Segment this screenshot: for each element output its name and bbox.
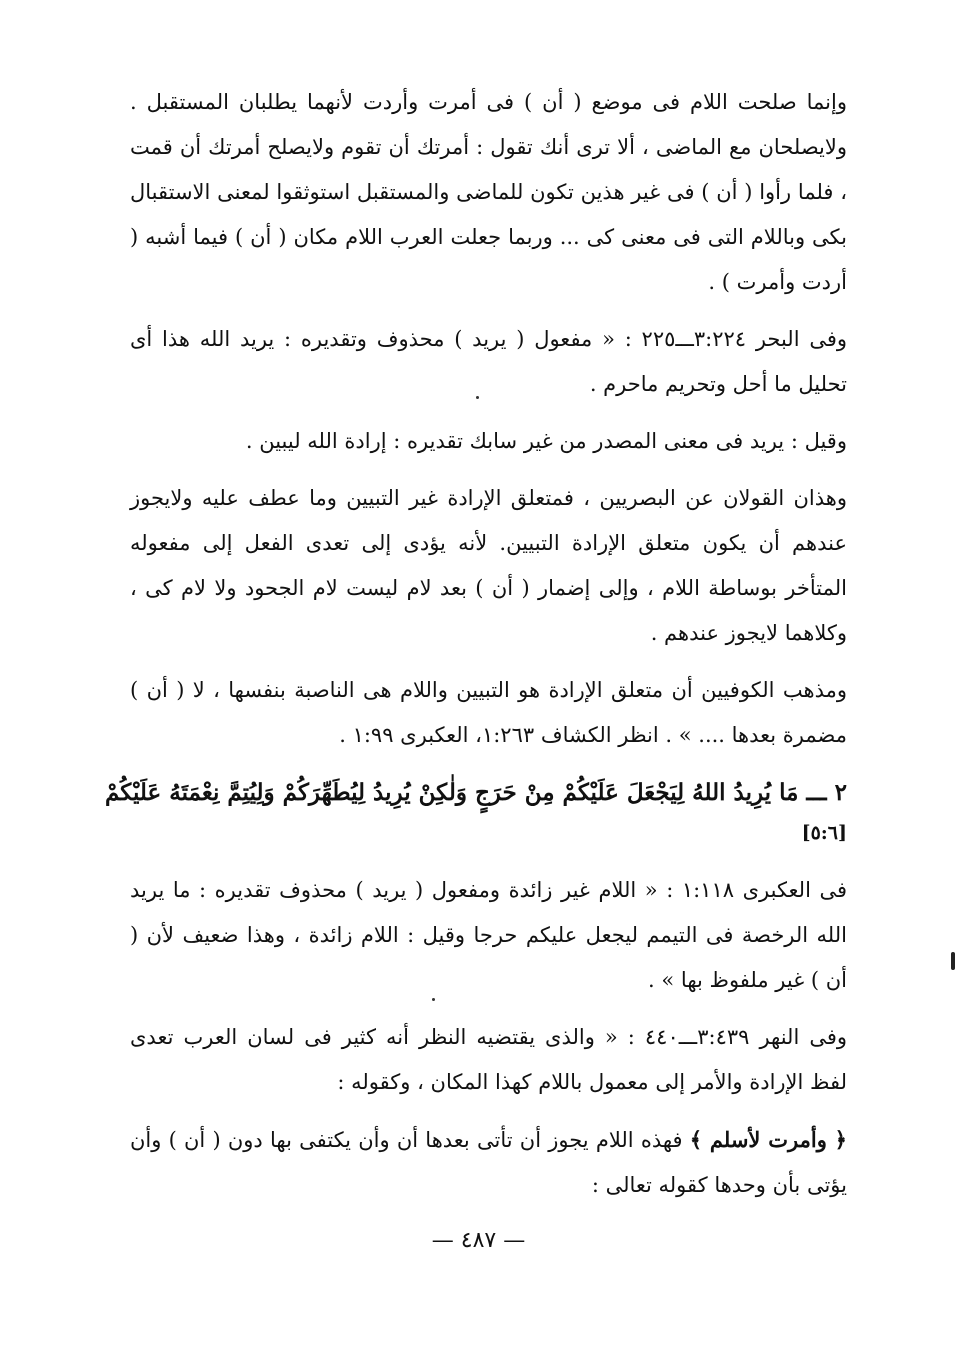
paragraph-2: وفى البحر ٣:٢٢٤ـــ٢٢٥ : « مفعول ( يريد ) محذوف وتقديره : يريد الله هذا أى تحليل ما أحل وتحريم ماحرم . — [130, 327, 847, 396]
paragraph-1: وإنما صلحت اللام فى موضع ( أن ) فى أمرت وأردت لأنهما يطلبان المستقبل . ولايصلحان مع الماضى ، ألا ترى أنك تقول : أمرتك أن تقوم ولايصلح أمرتك أن قمت ، فلما رأوا ( أن ) فى غير هذين تكون للماضى والمستقبل استوثقوا لمعنى الاستقبال بكى وباللام التى فى معنى كى ... وربما جعلت العرب اللام مكان ( أن ) فيما أشبه ( أردت وأمرت ) . — [130, 90, 847, 294]
ink-speck — [476, 396, 479, 399]
paragraph-7: وفى النهر ٣:٤٣٩ـــ٤٤٠ : « والذى يقتضيه النظر أنه كثير فى لسان العرب تعدى لفظ الإرادة والأمر إلى معمول باللام كهذا المكان ، وكقوله : — [130, 1025, 847, 1094]
paragraph-8-text: فهذه اللام يجوز أن تأتى بعدها أن وأن يكتفى بها دون ( أن ) وأن يؤتى بأن وحدها كقوله تعالى : — [130, 1128, 847, 1197]
paragraph-4: وهذان القولان عن البصريين ، فمتعلق الإرادة غير التبيين وما عطف عليه ولايجوز عندهم أن يكون متعلق الإرادة التبيين. لأنه يؤدى إلى تعدى الفعل إلى مفعوله المتأخر بوساطة اللام ، وإلى إضمار ( أن ) بعد لام ليست لام الجحود ولا لام كى ، وكلاهما لايجوز عندهم . — [130, 486, 847, 645]
verse-reference: [٥:٦] — [801, 822, 847, 844]
page-body — [104, 80, 848, 1220]
ink-speck — [432, 998, 435, 1001]
page-number: — ٤٨٧ — — [431, 1228, 526, 1253]
quote-phrase: ﴿ وأمرت لأسلم ﴾ — [689, 1127, 847, 1152]
paragraph-3: وقيل : يريد فى معنى المصدر من غير سابك تقديره : إرادة الله ليبين . — [245, 429, 847, 453]
quran-verse: ٢ ـــ مَا يُرِيدُ اللهُ لِيَجْعَلَ عَلَيْكُمْ مِنْ حَرَجٍ وَلٰكِنْ يُرِيدُ لِيُطَهِّرَكُمْ وَلِيُتِمَّ نِعْمَتَهُ عَلَيْكُمْ — [104, 779, 847, 806]
paragraph-8 — [130, 1117, 847, 1208]
paragraph-6: فى العكبرى ١:١١٨ : « اللام غير زائدة ومفعول ( يريد ) محذوف تقديره : ما يريد الله الرخصة فى التيمم ليجعل عليكم حرجا وقيل : اللام زائدة ، وهذا ضعيف لأن ( أن ) غير ملفوظ بها » . — [130, 878, 848, 992]
paragraph-5: ومذهب الكوفيين أن متعلق الإرادة هو التبيين واللام هى الناصبة بنفسها ، لا ( أن ) مضمرة بعدها .... » . انظر الكشاف ١:٢٦٣، العكبرى ١:٩٩ . — [130, 678, 847, 747]
margin-mark — [951, 952, 955, 970]
